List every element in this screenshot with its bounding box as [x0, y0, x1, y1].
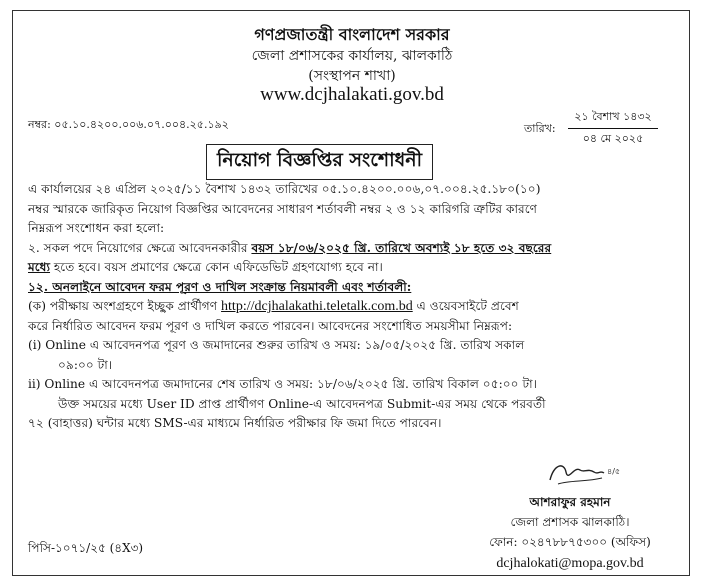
signatory-designation: জেলা প্রশাসক ঝালকাঠি।	[510, 515, 630, 529]
notice-body	[28, 180, 676, 434]
signature-icon	[510, 456, 630, 490]
print-code: পিসি-১০৭১/২৫ (৪X৩)	[28, 541, 144, 555]
item-2-line-2	[28, 258, 676, 278]
signature-date: ৪/৫	[607, 467, 621, 476]
date-bangla: ২১ বৈশাখ ১৪৩২	[568, 108, 658, 129]
signatory-phone: ফোন: ০২৪৭৮৮৭৫৩০০ (অফিস)	[489, 535, 651, 549]
item-ka-suffix: এ ওয়েবসাইটে প্রবেশ	[412, 299, 519, 313]
intro-line-2: নম্বর স্মারকে জারিকৃত নিয়োগ বিজ্ঞপ্তির আবেদনের সাধারণ শর্তাবলী নম্বর ২ ও ১২ কারিগরি ত্রুটির কারণে	[28, 201, 538, 216]
intro-line-3: নিম্নরূপ সংশোধন করা হলো:	[28, 221, 165, 235]
item-ka-prefix: (ক) পরীক্ষায় অংশগ্রহণে ইচ্ছুক প্রার্থীগণ	[28, 299, 222, 313]
date-gregorian: ০৪ মে ২০২৫	[582, 132, 644, 145]
section-name: (সংস্থাপন শাখা)	[308, 68, 396, 84]
note-line-2: ৭২ (বাহাত্তর) ঘন্টার মধ্যে SMS-এর মাধ্যমে নির্ধারিত পরীক্ষার ফি জমা দিতে পারবেন।	[28, 416, 442, 430]
item-i-line-2: ০৯:০০ টা।	[58, 357, 113, 372]
item-ka-line-1	[28, 297, 676, 317]
signatory-name: আশরাফুর রহমান	[529, 495, 611, 509]
date-block	[568, 108, 658, 149]
signatory-email[interactable]: dcjhalokati@mopa.gov.bd	[496, 556, 644, 571]
item-2-age-condition: বয়স ১৮/০৬/২০২৫ খ্রি. তারিখে অবশ্যই ১৮ হতে ৩২ বছরের	[251, 240, 552, 255]
item-12-heading: ১২. অনলাইনে আবেদন ফরম পূরণ ও দাখিল সংক্রান্ত নিয়মাবলী এবং শর্তাবলী:	[28, 279, 412, 294]
government-name: গণপ্রজাতন্ত্রী বাংলাদেশ সরকার	[254, 25, 450, 44]
memo-number: নম্বর: ০৫.১০.৪২০০.০০৬.০৭.০০৪.২৫.১৯২	[28, 118, 229, 131]
office-name: জেলা প্রশাসকের কার্যালয়, ঝালকাঠি	[251, 48, 453, 64]
note-line-1: উক্ত সময়ের মধ্যে User ID প্রাপ্ত প্রার্থীগণ Online-এ আবেদনপত্র Submit-এর সময় থেকে পরবর্তী	[58, 396, 546, 411]
intro-line-1: এ কার্যালয়ের ২৪ এপ্রিল ২০২৫/১১ বৈশাখ ১৪৩২ তারিখের ০৫.১০.৪২০০.০০৬,০৭.০০৪.২৫.১৮০(১০)	[28, 182, 541, 196]
item-2-prefix: ২. সকল পদে নিয়োগের ক্ষেত্রে আবেদনকারীর	[28, 240, 252, 255]
item-2-rest: হতে হবে। বয়স প্রমাণের ক্ষেত্রে কোন এফিডেভিট গ্রহণযোগ্য হবে না।	[50, 260, 383, 274]
signature-block	[470, 456, 670, 572]
office-website[interactable]: www.dcjhalakati.gov.bd	[260, 84, 444, 105]
date-label: তারিখ:	[524, 122, 556, 135]
teletalk-link[interactable]: http://dcjhalakathi.teletalk.com.bd	[221, 299, 413, 314]
item-i-line-1: (i) Online এ আবেদনপত্র পূরণ ও জমাদানের শুরুর তারিখ ও সময়: ১৯/০৫/২০২৫ খ্রি. তারিখ সকাল	[28, 338, 525, 352]
notice-title: নিয়োগ বিজ্ঞপ্তির সংশোধনী	[206, 144, 433, 180]
item-2-line-1	[28, 239, 676, 259]
item-ka-line-2: করে নির্ধারিত আবেদন ফরম পূরণ ও দাখিল করতে পারবেন। আবেদনের সংশোধিত সময়সীমা নিম্নরূপ:	[28, 318, 513, 333]
item-ii-line: ii) Online এ আবেদনপত্র জমাদানের শেষ তারিখ ও সময়: ১৮/০৬/২০২৫ খ্রি. তারিখ বিকাল ০৫:০০ টা।	[28, 377, 537, 391]
item-2-age-condition-end: মধ্যে	[28, 260, 51, 274]
